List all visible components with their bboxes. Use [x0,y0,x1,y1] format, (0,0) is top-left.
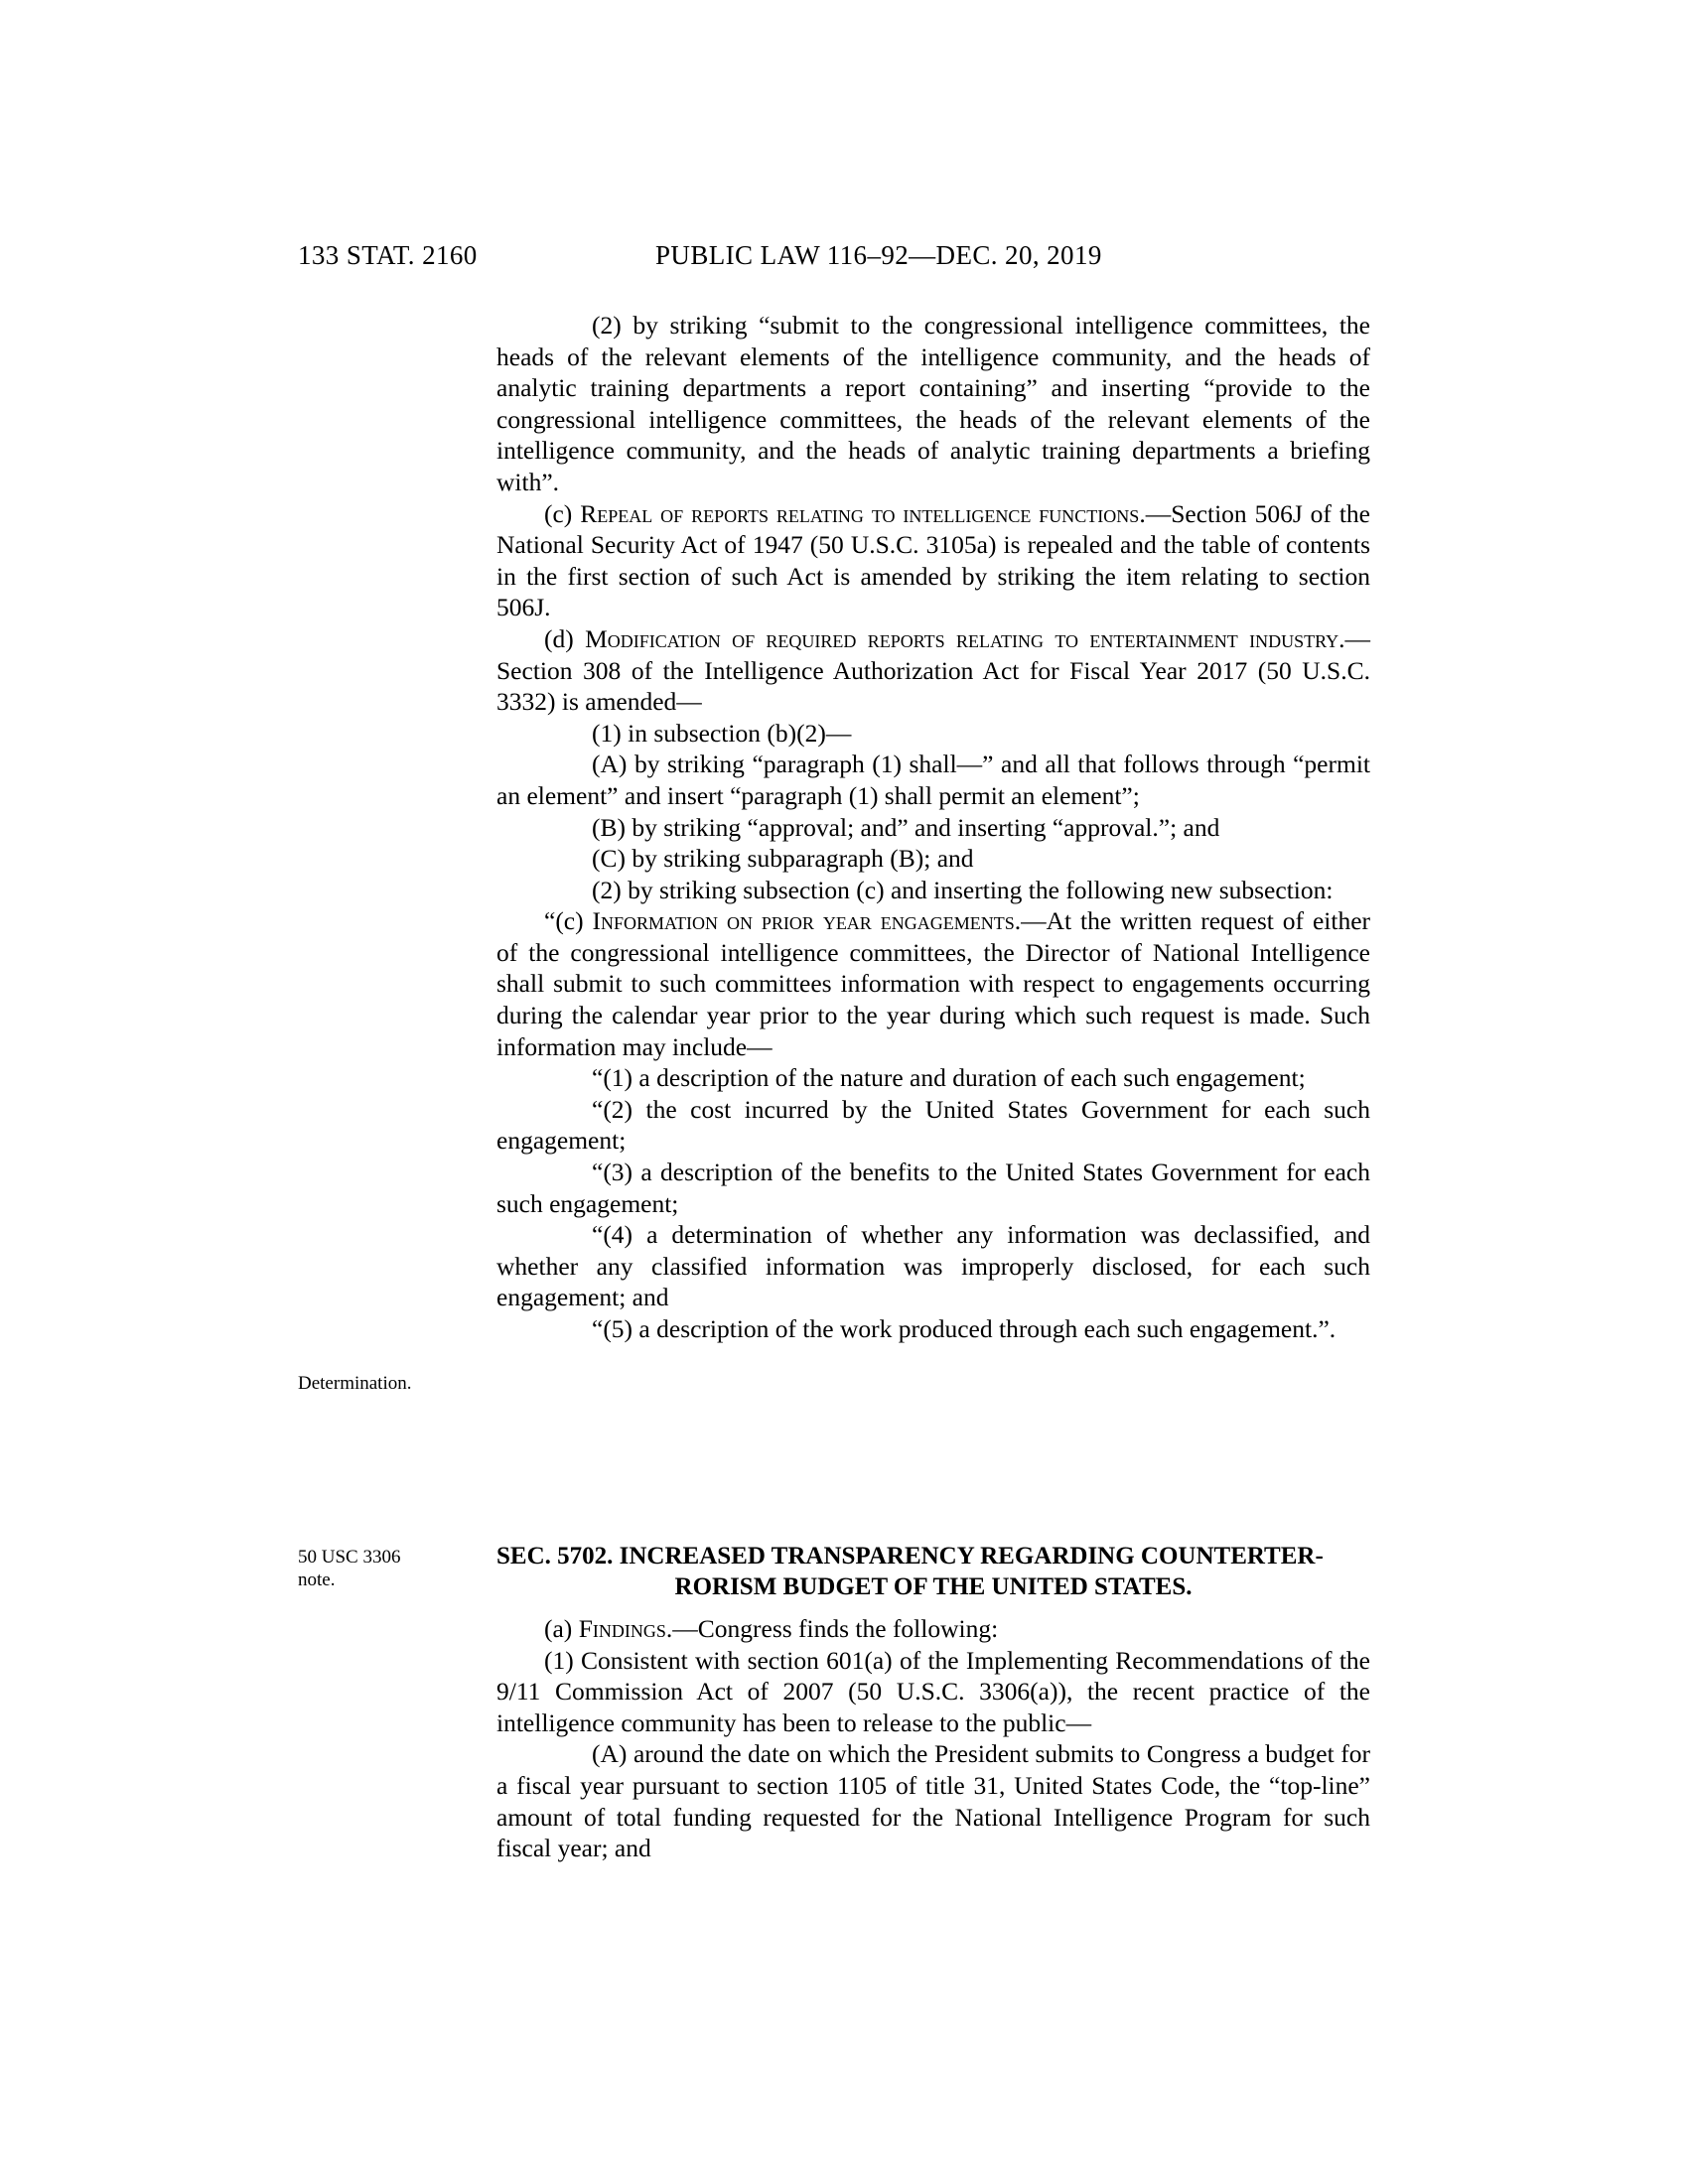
header-public-law: PUBLIC LAW 116–92—DEC. 20, 2019 [655,240,1102,270]
header-statute-citation: 133 STAT. 2160 [298,240,478,270]
section-heading-line1: SEC. 5702. INCREASED TRANSPARENCY REGARDING COUNTERTER- [496,1543,1324,1570]
section-heading-5702 [496,1541,1370,1602]
clause-C-striking: (C) by striking subparagraph (B); and [592,844,974,874]
main-text-column [496,310,1370,1345]
subsection-c-repeal: (c) Repeal of reports relating to intelligence functions.—Section 506J of the National Security Act of 1947 (50 U.S.C. 3105a) is repealed and the table of contents in the first section of such Act is amended by striking the item relating to section 506J. [496,498,1370,622]
main-text-column-continued [496,1613,1370,1864]
new-subsection-c-information: “(c) Information on prior year engagements.—At the written request of either of the congressional intelligence committees, the Director of National Intelligence shall submit to such committees information with respect to engagements occurring during the calendar year prior to the year during which such request is made. Such information may include— [496,906,1371,1061]
margin-note-usc-line1: 50 USC 3306 [298,1547,401,1568]
margin-note-usc-line2: note. [298,1570,336,1590]
section-heading-line2: RORISM BUDGET OF THE UNITED STATES. [674,1573,1193,1600]
item-5-description-work: “(5) a description of the work produced through each such engagement.”. [592,1314,1336,1343]
clause-B-striking: (B) by striking “approval; and” and inserting “approval.”; and [592,812,1220,842]
margin-note-determination: Determination. [298,1373,412,1394]
item-4-determination: “(4) a determination of whether any information was declassified, and whether any classified information was improperly disclosed, for each such engagement; and [496,1220,1370,1312]
finding-1-A-topline: (A) around the date on which the President submits to Congress a budget for a fiscal year pursuant to section 1105 of title 31, United States Code, the “top-line” amount of total funding requested for the National Intelligence Program for such fiscal year; and [496,1739,1370,1863]
paragraph-2-striking: (2) by striking “submit to the congressional intelligence committees, the heads of the relevant elements of the intelligence community, and the heads of analytic training departments a report containing” and inserting “provide to the congressional intelligence committees, the heads of the relevant elements of the intelligence community, and the heads of analytic training departments a briefing with”. [496,311,1370,496]
item-1-description-nature: “(1) a description of the nature and duration of each such engagement; [592,1063,1306,1093]
page-header [0,240,1688,274]
item-2-cost-incurred: “(2) the cost incurred by the United States Government for each such engagement; [496,1094,1370,1156]
subsection-a-findings: (a) Findings.—Congress finds the following: [544,1614,999,1643]
finding-1-consistent: (1) Consistent with section 601(a) of the Implementing Recommendations of the 9/11 Commission Act of 2007 (50 U.S.C. 3306(a)), the recent practice of the intelligence community has been to release to the public— [496,1645,1370,1737]
item-3-description-benefits: “(3) a description of the benefits to the United States Government for each such engagement; [496,1158,1370,1218]
clause-2-striking-subsection-c: (2) by striking subsection (c) and inserting the following new subsection: [592,875,1334,904]
subsection-d-modification: (d) Modification of required reports relating to entertainment industry.—Section 308 of the Intelligence Authorization Act for Fiscal Year 2017 (50 U.S.C. 3332) is amended— [496,623,1371,717]
clause-1-subsection-b2: (1) in subsection (b)(2)— [592,718,852,748]
clause-A-striking: (A) by striking “paragraph (1) shall—” and all that follows through “permit an element” and insert “paragraph (1) shall permit an element”; [496,750,1370,810]
